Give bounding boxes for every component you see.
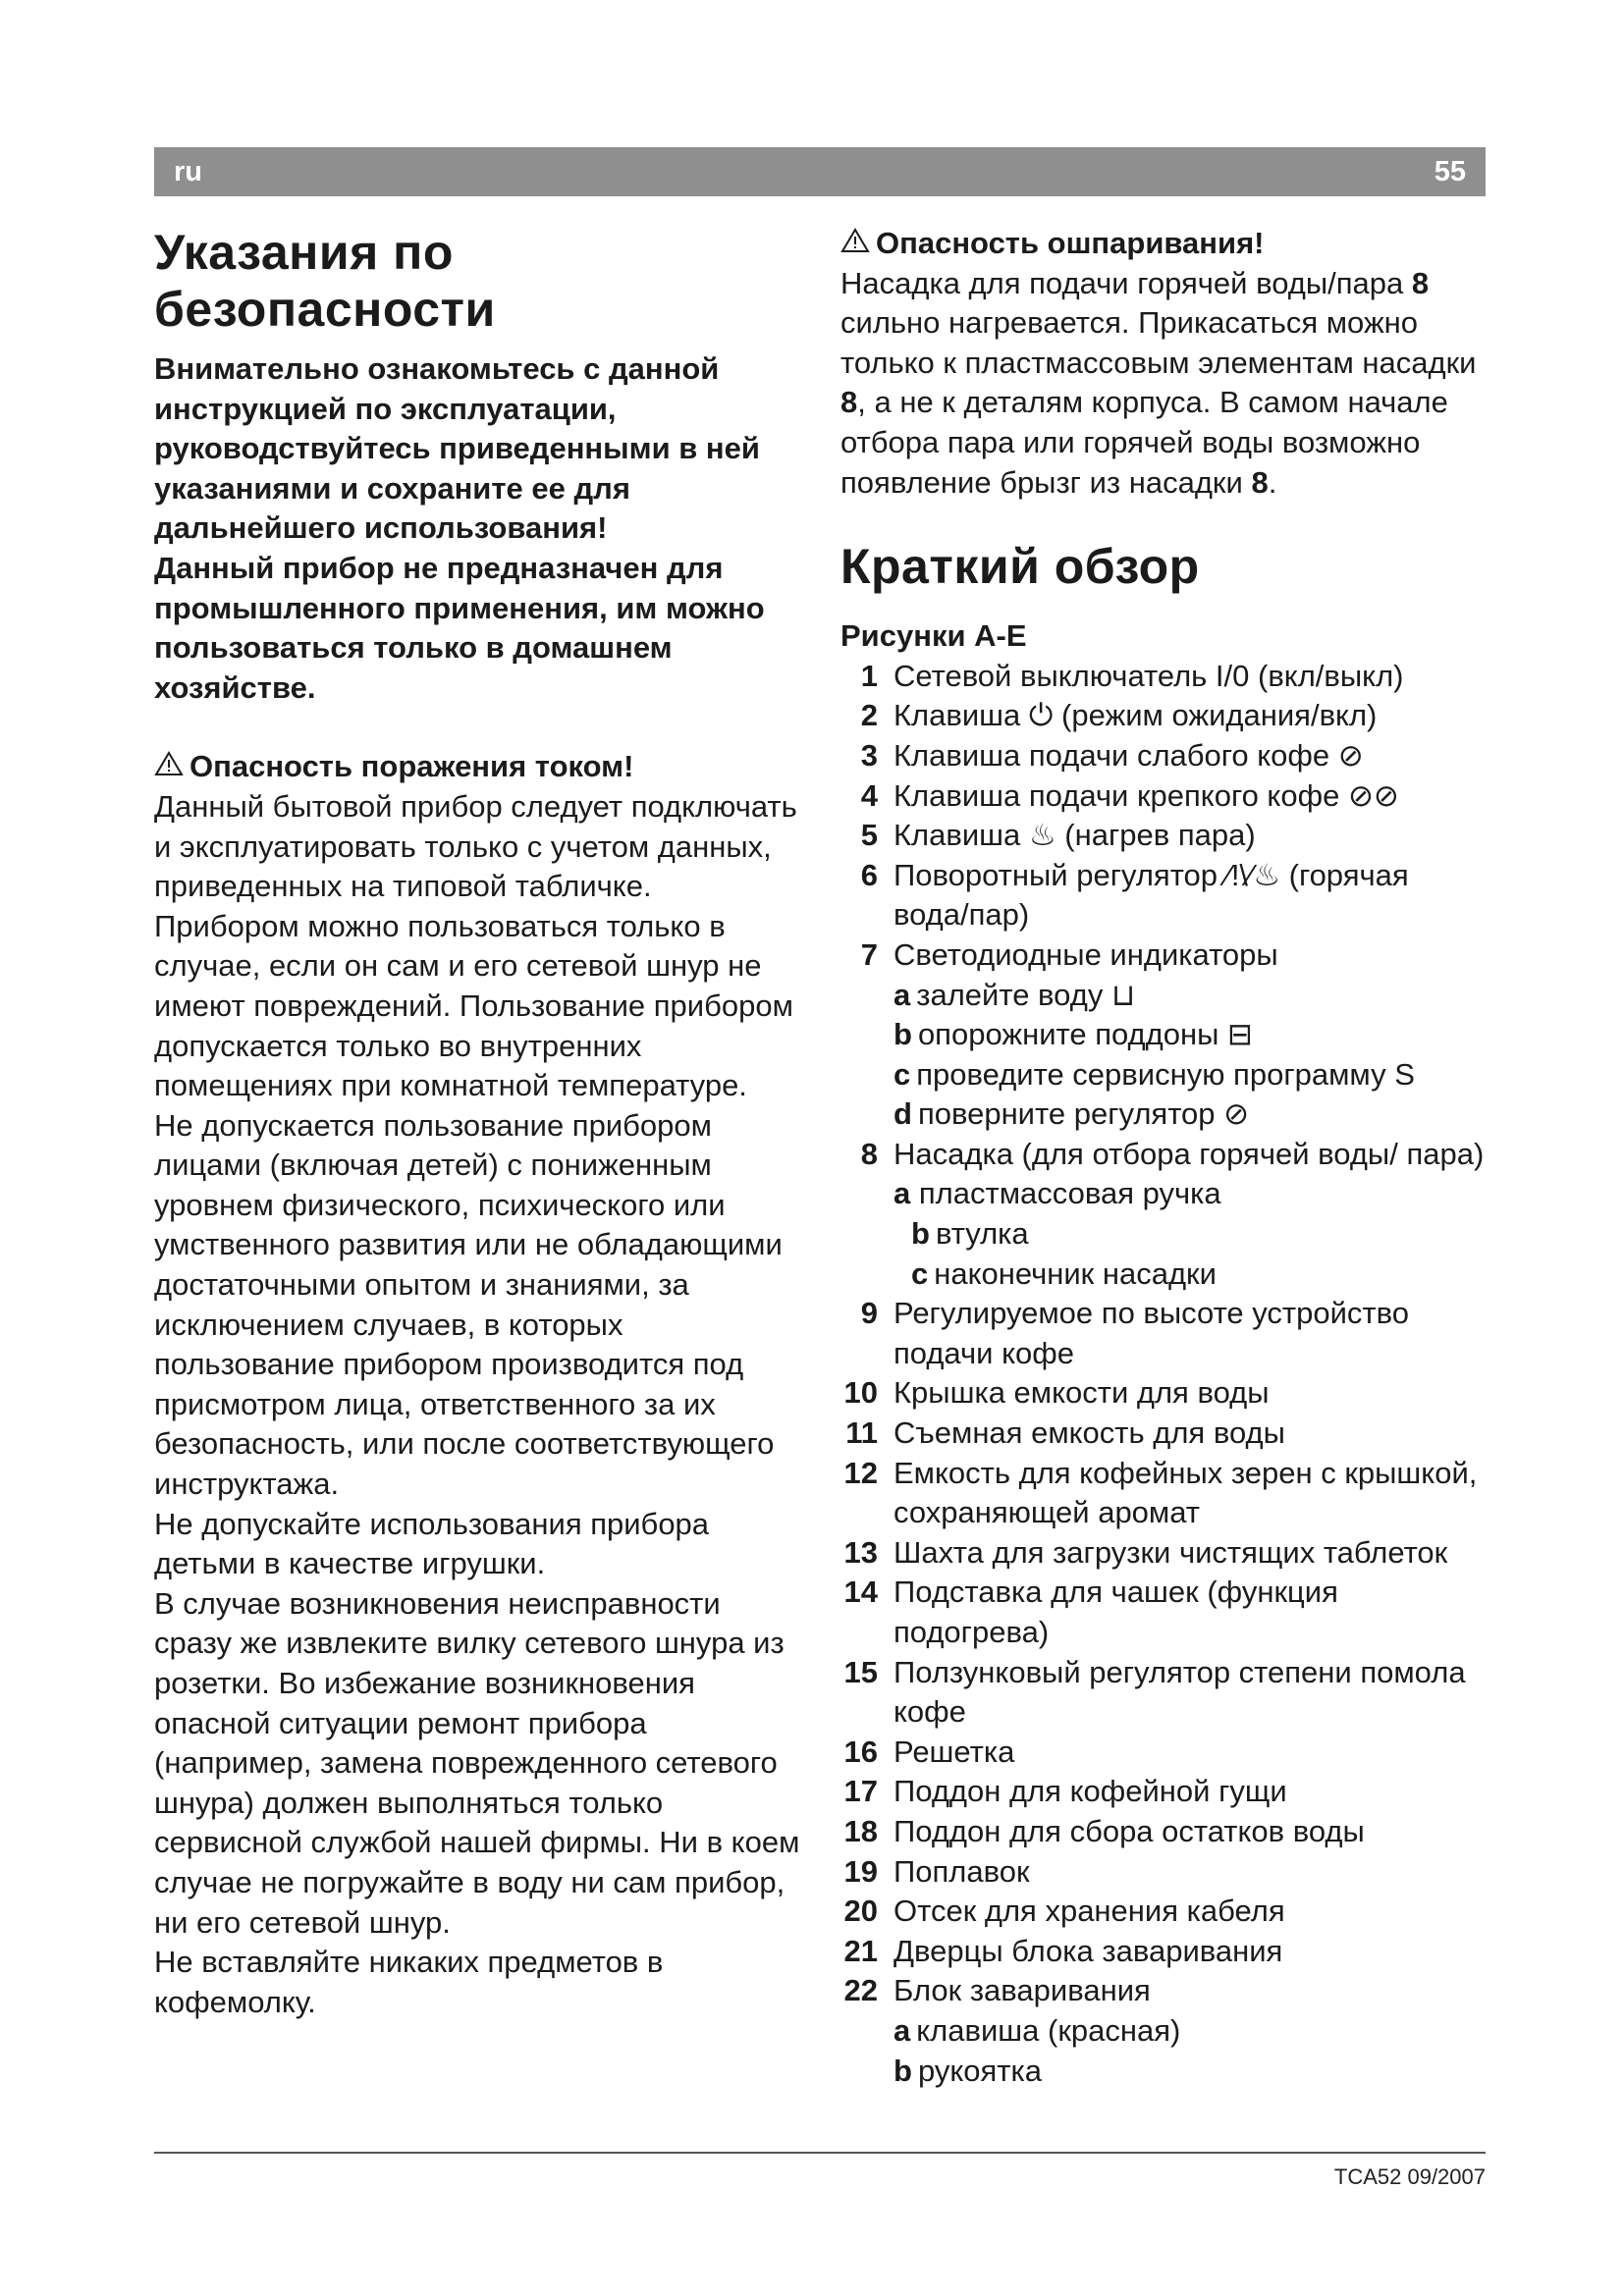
list-subitem: c наконечник насадки [911, 1255, 1217, 1291]
scald-para: Насадка для подачи горячей воды/пара 8 сильно нагревается. Прикасаться можно только к пластмассовым элементам насадки 8, а не к деталям корпуса. В самом начале отбора пара или горячей воды возможно появление брызг из насадки 8. [840, 265, 1477, 500]
footer-divider [154, 2152, 1486, 2154]
list-item: 2 Клавиша ⏻ (режим ожидания/вкл) [860, 698, 1378, 733]
safety-intro-2: Данный прибор не предназначен для промышленного применения, им можно пользоваться только в домашнем хозяйстве. [154, 550, 765, 705]
list-item: 15 Ползунковый регулятор степени помола кофе [843, 1654, 1466, 1730]
list-item: 17 Поддон для кофейной гущи [843, 1774, 1287, 1809]
overview-title: Краткий обзор [840, 539, 1200, 595]
scald-warning-title: Опасность ошпаривания! [876, 226, 1265, 260]
list-item: 8 Насадка (для отбора горячей воды/ пара) a пластмассовая ручка [860, 1136, 1485, 1211]
list-item: 12 Емкость для кофейных зерен с крышкой, сохраняющей аромат [843, 1455, 1478, 1530]
list-item: 5 Клавиша ♨ (нагрев пара) [860, 818, 1256, 853]
warning-triangle-icon [840, 224, 870, 264]
left-column [154, 224, 802, 2022]
list-subitem: b опорожните поддоны ⊟ [893, 1017, 1253, 1052]
list-item: 6 Поворотный регулятор ⁄!\⁄♨ (горячая вода/пар) [860, 857, 1409, 933]
footer-model-date: TCA52 09/2007 [1333, 2164, 1486, 2189]
list-item: 9 Регулируемое по высоте устройство подачи кофе [860, 1296, 1409, 1370]
list-item: 10 Крышка емкости для воды [843, 1375, 1270, 1411]
electric-para-4: В случае возникновения неисправности сразу же извлеките вилку сетевого шнура из розетки. Во избежание возникновения опасной ситуации ремонт прибора (например, замена поврежденного сетевого шнура) должен выполняться только сервисной службой нашей фирмы. Ни в коем случае не погружайте в воду ни сам прибор, ни его сетевой шнур. [154, 1585, 800, 1940]
warning-triangle-icon [154, 747, 184, 787]
safety-intro: Внимательно ознакомьтесь с данной инструкцией по эксплуатации, руководствуйтесь приведенными в ней указаниями и сохраните ее для дальнейшего использования! [154, 351, 760, 546]
list-item: 21 Дверцы блока заваривания [843, 1933, 1283, 1968]
electric-para-3: Не допускайте использования прибора детьми в качестве игрушки. [154, 1506, 710, 1581]
page-header-bar [154, 147, 1486, 196]
component-list [840, 657, 1489, 2091]
electric-para-5: Не вставляйте никаких предметов в кофемолку. [154, 1945, 664, 2019]
scald-warning-heading [840, 224, 1489, 264]
list-subitem: a клавиша (красная) [893, 2012, 1181, 2048]
list-item: 1 Сетевой выключатель I/0 (вкл/выкл) [860, 658, 1404, 693]
list-item: 4 Клавиша подачи крепкого кофе ⊘⊘ [860, 777, 1399, 813]
list-subitem: b втулка [911, 1216, 1029, 1252]
overview-figures-label: Рисунки A-E [840, 618, 1027, 654]
right-column [840, 224, 1489, 2091]
list-item: 3 Клавиша подачи слабого кофе ⊘ [860, 737, 1364, 773]
list-subitem: c проведите сервисную программу S [893, 1056, 1415, 1092]
list-item: 7 Светодиодные индикаторы [860, 936, 1278, 972]
safety-title-line1: Указания по [154, 225, 454, 280]
list-item: 16 Решетка [843, 1734, 1015, 1769]
electric-para-2: Не допускается пользование прибором лицами (включая детей) с пониженным уровнем физического, психического или умственного развития или не обладающими достаточными опытом и знаниями, за исключением случаев, в которых пользование прибором производится под присмотром лица, ответственного за их безопасность, или после соответствующего инструктажа. [154, 1107, 783, 1502]
list-subitem: d поверните регулятор ⊘ [893, 1096, 1250, 1132]
safety-title [154, 224, 802, 338]
language-code: ru [174, 156, 202, 187]
electric-para-1: Данный бытовой прибор следует подключать и эксплуатировать только с учетом данных, приведенных на типовой табличке. Прибором можно пользоваться только в случае, если он сам и его сетевой шнур не имеют повреждений. Пользование прибором допускается только во внутренних помещениях при комнатной температуре. [154, 788, 797, 1103]
list-item: 13 Шахта для загрузки чистящих таблеток [843, 1534, 1448, 1570]
list-item: 20 Отсек для хранения кабеля [843, 1894, 1285, 1929]
list-item: 11 Съемная емкость для воды [845, 1415, 1285, 1451]
safety-title-line2: безопасности [154, 282, 496, 337]
page-number: 55 [1434, 156, 1466, 187]
electric-warning-heading [154, 747, 802, 787]
list-item: 18 Поддон для сбора остатков воды [843, 1813, 1365, 1848]
list-subitem: a залейте воду ⊔ [893, 977, 1136, 1012]
list-item: 22 Блок заваривания [843, 1973, 1151, 2008]
list-subitem: b рукоятка [893, 2053, 1042, 2088]
list-item: 19 Поплавок [843, 1853, 1030, 1889]
electric-warning-title: Опасность поражения током! [189, 749, 634, 784]
list-item: 14 Подставка для чашек (функция подогрева) [843, 1575, 1338, 1649]
